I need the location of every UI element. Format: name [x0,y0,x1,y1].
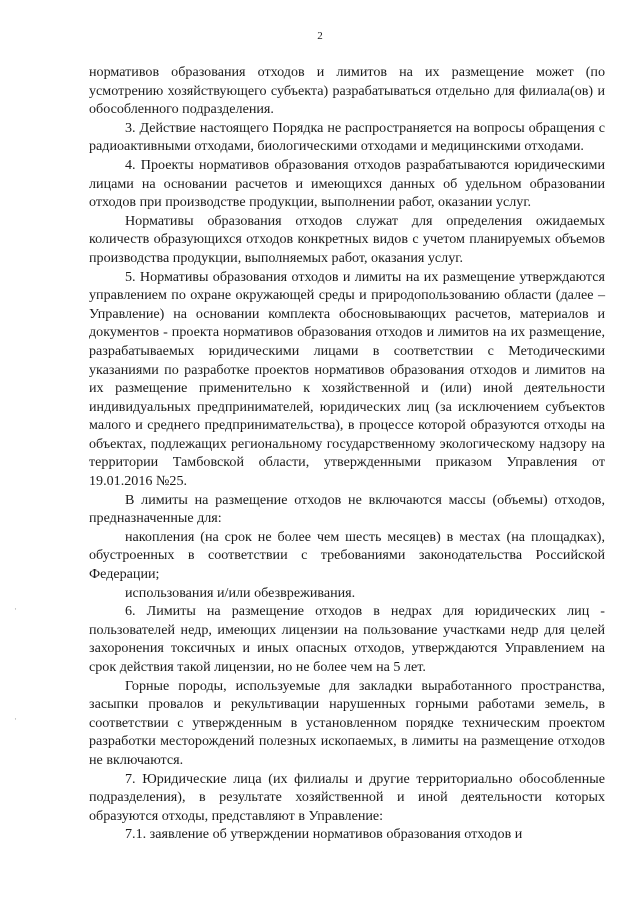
paragraph-exclusion-use: использования и/или обезвреживания. [125,584,356,601]
paragraph-continuation: нормативов образования отходов и лимитов на их размещение может (по усмотрению хозяйствующего субъекта) разрабатываться отдельно для филиала(ов) и обособленного подразделения. [89,64,605,118]
margin-mark: · [14,604,17,614]
paragraph-item-7-1: 7.1. заявление об утверждении нормативов образования отходов и [125,826,523,843]
paragraph-item-6: 6. Лимиты на размещение отходов в недрах для юридических лиц - пользователей недр, имеющих лицензии на пользование участками недр для целей захоронения токсичных и иных опасных отходов, утверждаются Управлением на срок действия такой лицензии, но не более чем на 5 лет. [89,603,605,675]
document-body [89,63,605,844]
paragraph-limits-exclusions: В лимиты на размещение отходов не включаются массы (объемы) отходов, предназначенные для: [89,491,605,527]
paragraph-exclusion-storage: накопления (на срок не более чем шесть месяцев) в местах (на площадках), обустроенных в соответствии с требованиями законодательства Российской Федерации; [89,528,605,583]
paragraph-rock-materials: Горные породы, используемые для закладки выработанного пространства, засыпки провалов и рекультивации нарушенных горными работами земель, в соответствии с утвержденным в установленном порядке техническим проектом разработки месторождений полезных ископаемых, в лимиты на размещение отходов не включаются. [89,677,605,768]
paragraph-item-5: 5. Нормативы образования отходов и лимиты на их размещение утверждаются управлением по охране окружающей среды и природопользованию области (далее – Управление) на основании комплекта обосновывающих расчетов, материалов и документов - проекта нормативов образования отходов и лимитов на их размещение, разрабатываемых юридическими лицами в соответствии с Методическими указаниями по разработке проектов нормативов образования отходов и лимитов на их размещение применительно к хозяйственной и (или) иной деятельности индивидуальных предпринимателей, юридических лиц (за исключением субъектов малого и среднего предпринимательства), в процессе которой образуются отходы на объектах, подлежащих региональному государственному экологическому надзору на территории Тамбовской области, утвержденными приказом Управления от 19.01.2016 №25. [89,268,605,490]
paragraph-item-4: 4. Проекты нормативов образования отходов разрабатываются юридическими лицами на основании расчетов и имеющихся данных об удельном образовании отходов при производстве продукции, выполнении работ, оказании услуг. [89,156,605,211]
paragraph-norms-purpose: Нормативы образования отходов служат для определения ожидаемых количеств образующихся отходов конкретных видов с учетом планируемых объемов производства продукции, выполняемых работ, оказания услуг. [89,212,605,266]
margin-mark: · [14,714,17,724]
paragraph-item-7: 7. Юридические лица (их филиалы и другие территориально обособленные подразделения), в результате хозяйственной и иной деятельности которых образуются отходы, представляют в Управление: [89,770,605,824]
page-number: 2 [317,30,323,42]
paragraph-item-3: 3. Действие настоящего Порядка не распространяется на вопросы обращения с радиоактивными отходами, биологическими отходами и медицинскими отходами. [89,119,605,155]
